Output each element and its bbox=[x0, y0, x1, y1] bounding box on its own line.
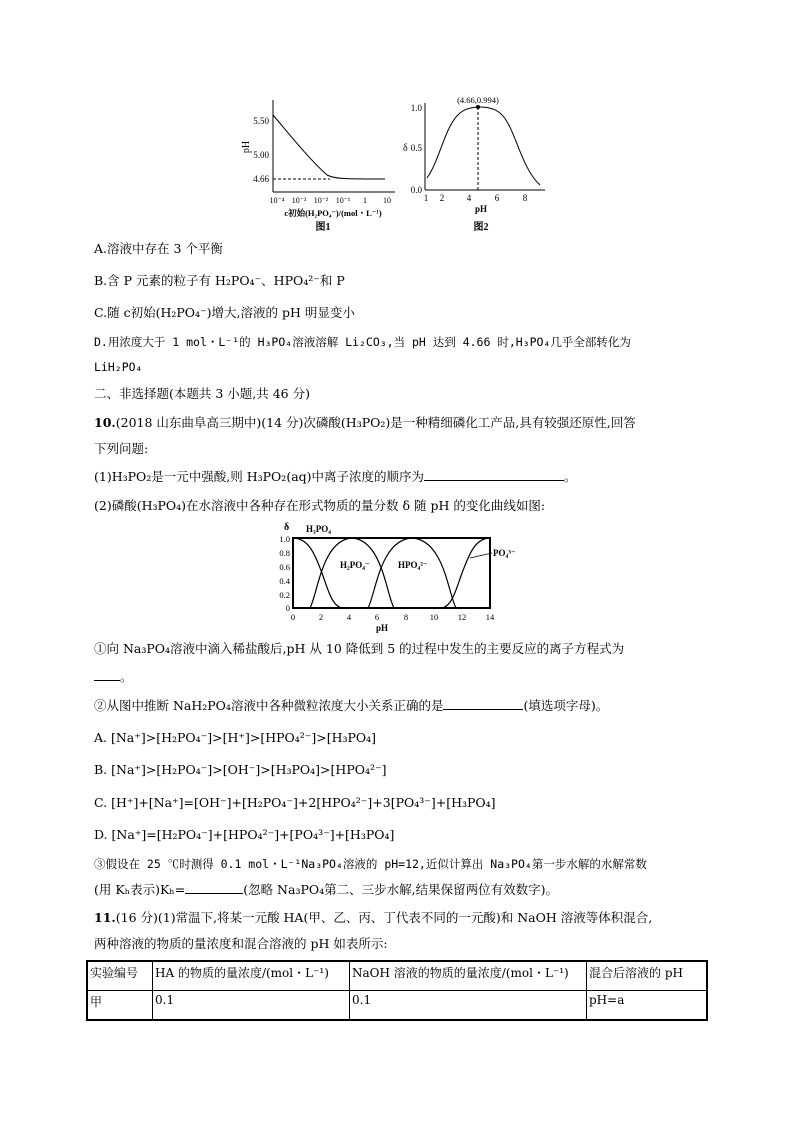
fig3-x-tick: 10 bbox=[429, 612, 439, 622]
fig2-y-tick: 1.0 bbox=[410, 103, 422, 113]
q11-stem-line1 bbox=[94, 909, 652, 927]
fig3-x-tick: 4 bbox=[346, 612, 352, 622]
q10-sub2-text: ②从图中推断 NaH₂PO₄溶液中各种微粒浓度大小关系正确的是 bbox=[94, 698, 444, 713]
fig2-curve bbox=[427, 107, 540, 185]
fig1-x-tick: 10⁻³ bbox=[291, 196, 307, 205]
fig1-y-label: pH bbox=[241, 140, 252, 154]
fig2-y-tick: 0.0 bbox=[410, 185, 422, 195]
table-header-cell: 实验编号 bbox=[87, 961, 153, 991]
fig3-y-tick: 0 bbox=[285, 603, 290, 613]
fig3-x-tick: 8 bbox=[403, 612, 409, 622]
q10-sub2-blank[interactable] bbox=[443, 697, 523, 710]
fig3-y-tick: 0.4 bbox=[279, 576, 290, 586]
fig3-x-tick: 6 bbox=[374, 612, 380, 622]
q10-stem-line2: 下列问题: bbox=[94, 441, 149, 456]
fig3-y-tick: 0.2 bbox=[279, 590, 290, 600]
fig1-x-tick: 10 bbox=[383, 196, 391, 205]
fig3-y-tick: 0.6 bbox=[279, 562, 290, 572]
q10-sub3-text: (用 Kₕ表示)Kₕ= bbox=[94, 882, 186, 897]
fig3-x-tick: 0 bbox=[290, 612, 296, 622]
table-header-cell: HA 的物质的量浓度/(mol・L⁻¹) bbox=[153, 961, 350, 991]
fig2-x-tick: 4 bbox=[466, 193, 472, 203]
q10-part2: (2)磷酸(H₃PO₄)在水溶液中各种存在形式物质的量分数 δ 随 pH 的变化曲线如图: bbox=[94, 498, 546, 513]
fig1-x-tick: 10⁻² bbox=[313, 196, 329, 205]
fig2-x-tick: 1 bbox=[423, 193, 429, 203]
figure-3-phosphate-distribution bbox=[270, 518, 525, 633]
fig2-y-label: δ bbox=[403, 143, 408, 154]
fig3-x-tick: 14 bbox=[485, 612, 495, 622]
fig1-caption: 图1 bbox=[315, 222, 331, 233]
q10-option-b: B. [Na⁺]>[H₂PO₄⁻]>[OH⁻]>[H₃PO₄]>[HPO₄²⁻] bbox=[94, 762, 387, 777]
q11-stem-text: (16 分)(1)常温下,将某一元酸 HA(甲、乙、丙、丁代表不同的一元酸)和 NaOH 溶液等体积混合, bbox=[115, 910, 653, 925]
q10-option-d: D. [Na⁺]=[H₂PO₄⁻]+[HPO₄²⁻]+[PO₄³⁻]+[H₃PO₄] bbox=[94, 827, 395, 842]
fig3-y-label: δ bbox=[284, 522, 290, 533]
fig1-y-tick: 5.00 bbox=[253, 150, 269, 160]
q9-option-a: A.溶液中存在 3 个平衡 bbox=[94, 241, 223, 256]
table-header-cell: NaOH 溶液的物质的量浓度/(mol・L⁻¹) bbox=[350, 961, 587, 991]
fig3-x-label: pH bbox=[375, 623, 389, 633]
fig1-x-tick: 10⁻¹ bbox=[335, 196, 351, 205]
fig3-label-pointer bbox=[470, 553, 492, 558]
fig2-x-tick: 6 bbox=[494, 193, 500, 203]
fig3-y-tick: 0.8 bbox=[279, 548, 290, 558]
q10-sub3-line1: ③假设在 25 ℃时测得 0.1 mol・L⁻¹Na₃PO₄溶液的 pH=12,近似计算出 Na₃PO₄第一步水解的水解常数 bbox=[94, 857, 647, 871]
fig1-x-label: c初始(H₂PO₄⁻)/(mol・L⁻¹) bbox=[284, 208, 382, 218]
fig1-curve bbox=[273, 115, 385, 179]
q9-option-c: C.随 c初始(H₂PO₄⁻)增大,溶液的 pH 明显变小 bbox=[94, 305, 355, 320]
fig2-y-tick: 0.5 bbox=[410, 143, 422, 153]
fig1-x-tick: 10⁻⁴ bbox=[269, 196, 285, 205]
fig2-x-label: pH bbox=[474, 204, 488, 214]
fig1-y-tick: 4.66 bbox=[253, 174, 269, 184]
fig2-caption: 图2 bbox=[473, 222, 489, 233]
section-heading: 二、非选择题(本题共 3 小题,共 46 分) bbox=[94, 386, 310, 401]
fig3-curve-h3po4 bbox=[293, 538, 342, 608]
table-cell: 甲 bbox=[87, 991, 153, 1021]
q10-stem-line1 bbox=[94, 414, 636, 432]
table-header-row bbox=[87, 961, 707, 991]
figure-1-ph-vs-concentration bbox=[235, 95, 405, 235]
q10-option-a: A. [Na⁺]>[H₂PO₄⁻]>[H⁺]>[HPO₄²⁻]>[H₃PO₄] bbox=[94, 730, 377, 745]
fig3-curve-hpo4 bbox=[368, 538, 456, 608]
fig2-peak-point bbox=[476, 105, 480, 109]
fig3-x-tick: 12 bbox=[457, 612, 467, 622]
q9-option-d-cont: LiH₂PO₄ bbox=[94, 360, 143, 374]
fig3-y-tick: 1.0 bbox=[279, 534, 290, 544]
fig3-label-po4: PO₄³⁻ bbox=[493, 548, 516, 558]
fig3-label-h2po4: H₂PO₄⁻ bbox=[340, 560, 370, 570]
q9-option-d: D.用浓度大于 1 mol・L⁻¹的 H₃PO₄溶液溶解 Li₂CO₃,当 pH 达到 4.66 时,H₃PO₄几乎全部转化为 bbox=[94, 335, 631, 349]
fig1-x-tick: 1 bbox=[363, 196, 367, 205]
q10-sub2-end: (填选项字母)。 bbox=[523, 698, 609, 713]
q10-sub1-line2 bbox=[94, 668, 133, 686]
fig3-label-hpo4: HPO₄²⁻ bbox=[398, 560, 428, 570]
fig3-curve-po4 bbox=[442, 538, 490, 608]
table-cell: 0.1 bbox=[153, 991, 350, 1021]
q10-part1 bbox=[94, 468, 577, 486]
table-cell: pH=a bbox=[587, 991, 708, 1021]
q10-sub1-line1: ①向 Na₃PO₄溶液中滴入稀盐酸后,pH 从 10 降低到 5 的过程中发生的主要反应的离子方程式为 bbox=[94, 641, 625, 656]
q10-sub3-end: (忽略 Na₃PO₄第二、三步水解,结果保留两位有效数字)。 bbox=[243, 882, 558, 897]
fig2-x-tick: 2 bbox=[439, 193, 445, 203]
fig1-y-tick: 5.50 bbox=[253, 116, 269, 126]
q10-sub3-line2 bbox=[94, 881, 558, 899]
q9-option-b: B.含 P 元素的粒子有 H₂PO₄⁻、HPO₄²⁻和 P bbox=[94, 273, 345, 288]
fig2-peak-label: (4.66,0.994) bbox=[457, 95, 499, 105]
q10-part1-text: (1)H₃PO₂是一元中强酸,则 H₃PO₂(aq)中离子浓度的顺序为 bbox=[94, 469, 425, 484]
q10-stem-text: (2018 山东曲阜高三期中)(14 分)次磷酸(H₃PO₂)是一种精细磷化工产品,具有较强还原性,回答 bbox=[115, 415, 636, 430]
fig3-label-h3po4: H₃PO₄ bbox=[306, 524, 331, 534]
q10-sub2 bbox=[94, 697, 608, 715]
q11-stem-line2: 两种溶液的物质的量浓度和混合溶液的 pH 如表所示: bbox=[94, 936, 388, 951]
table-header-cell: 混合后溶液的 pH bbox=[587, 961, 708, 991]
q10-sub3-blank[interactable] bbox=[185, 881, 243, 894]
q10-option-c: C. [H⁺]+[Na⁺]=[OH⁻]+[H₂PO₄⁻]+2[HPO₄²⁻]+3[PO₄³⁻]+[H₃PO₄] bbox=[94, 795, 496, 810]
table-cell: 0.1 bbox=[350, 991, 587, 1021]
q10-sub1-end: 。 bbox=[120, 669, 133, 684]
q10-part1-end: 。 bbox=[564, 469, 577, 484]
q11-data-table bbox=[86, 960, 708, 1021]
figure-2-fraction-vs-ph bbox=[395, 95, 555, 235]
q11-number: 11. bbox=[94, 910, 116, 925]
q10-part1-blank[interactable] bbox=[424, 468, 564, 481]
q10-number: 10. bbox=[94, 415, 116, 430]
fig2-x-tick: 8 bbox=[522, 193, 528, 203]
fig3-x-tick: 2 bbox=[318, 612, 324, 622]
table-row bbox=[87, 991, 707, 1021]
q10-sub1-blank[interactable] bbox=[94, 668, 120, 681]
